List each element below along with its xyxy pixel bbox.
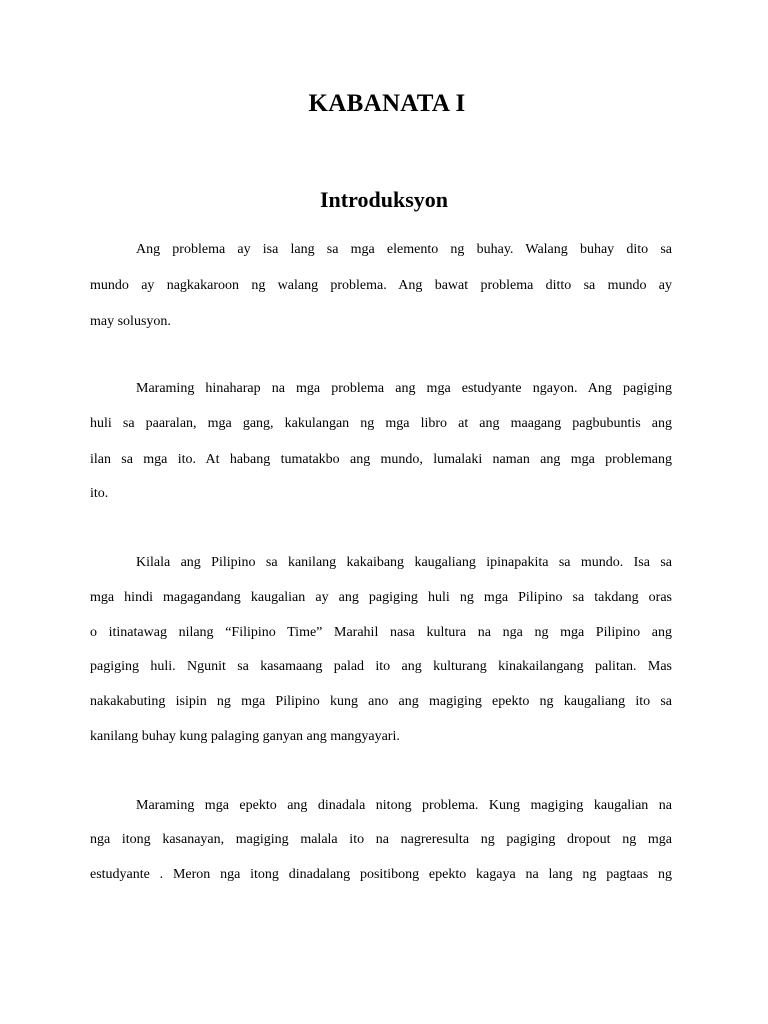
paragraph-line: Maraming hinaharap na mga problema ang mga estudyante ngayon. Ang pagiging [136, 381, 672, 396]
paragraph-line: nga itong kasanayan, magiging malala ito na nagreresulta ng pagiging dropout ng mga [90, 832, 672, 847]
paragraph-line: ilan sa mga ito. At habang tumatakbo ang mundo, lumalaki naman ang mga problemang [90, 452, 672, 467]
paragraph-line: pagiging huli. Ngunit sa kasamaang palad ito ang kulturang kinakailangang palitan. Mas [90, 659, 672, 674]
paragraph-line: Ang problema ay isa lang sa mga elemento ng buhay. Walang buhay dito sa [136, 242, 672, 257]
paragraph-line: Maraming mga epekto ang dinadala nitong problema. Kung magiging kaugalian na [136, 798, 672, 813]
section-title: Introduksyon [320, 187, 448, 212]
paragraph-line: mundo ay nagkakaroon ng walang problema. Ang bawat problema ditto sa mundo ay [90, 278, 672, 293]
paragraph-line: estudyante . Meron nga itong dinadalang positibong epekto kagaya na lang ng pagtaas ng [90, 867, 672, 882]
paragraph-line: ito. [90, 486, 109, 501]
paragraph-line: mga hindi magagandang kaugalian ay ang pagiging huli ng mga Pilipino sa takdang oras [90, 590, 672, 605]
paragraph-line: nakakabuting isipin ng mga Pilipino kung ano ang magiging epekto ng kaugaliang ito sa [90, 694, 672, 709]
paragraph-line: Kilala ang Pilipino sa kanilang kakaibang kaugaliang ipinapakita sa mundo. Isa sa [136, 555, 672, 570]
paragraph-line: o itinatawag nilang “Filipino Time” Marahil nasa kultura na nga ng mga Pilipino ang [90, 625, 672, 640]
paragraph-line: kanilang buhay kung palaging ganyan ang mangyayari. [90, 729, 400, 744]
chapter-title: KABANATA I [308, 90, 466, 117]
paragraph-line: may solusyon. [90, 314, 171, 329]
paragraph-line: huli sa paaralan, mga gang, kakulangan ng mga libro at ang maagang pagbubuntis ang [90, 416, 672, 431]
